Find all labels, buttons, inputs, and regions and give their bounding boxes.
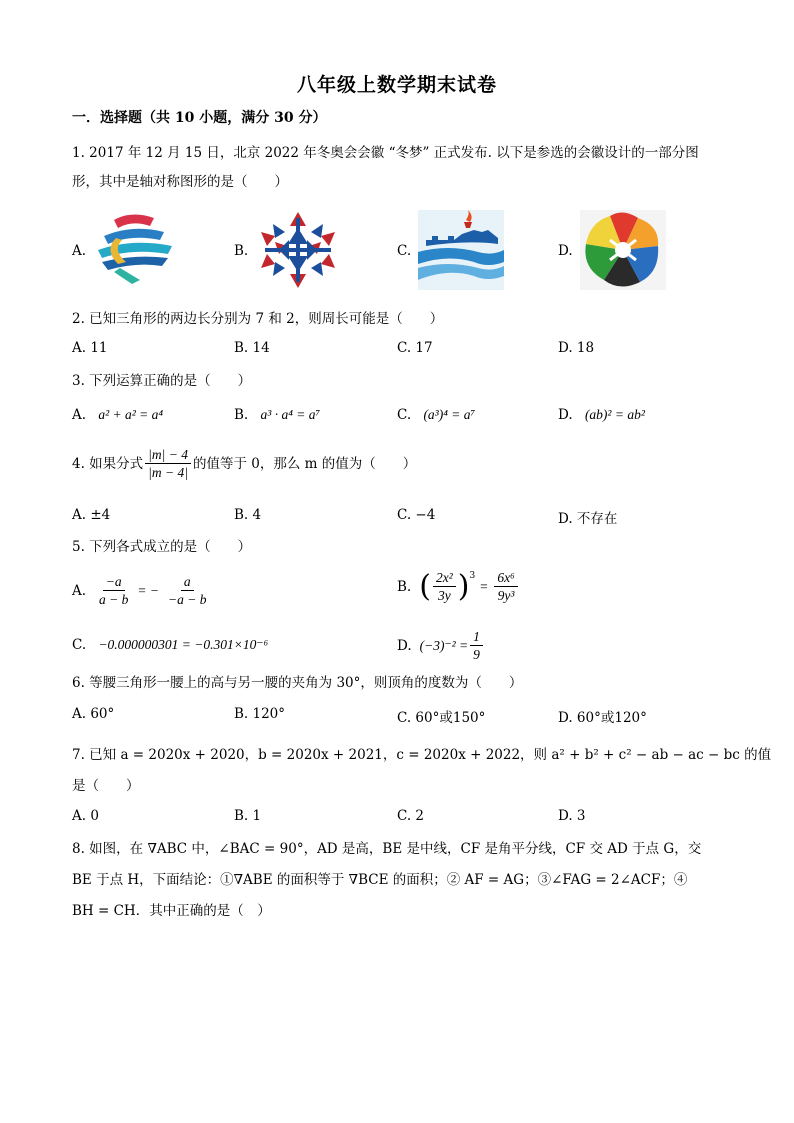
q6-option-a: A. 60°: [72, 706, 115, 722]
q5-option-d-label: D.: [397, 637, 412, 654]
q5-b-right-denominator: 9y³: [497, 588, 515, 603]
question-3-stem: 3. 下列运算正确的是（ ）: [72, 373, 252, 389]
q5-option-a-label: A.: [72, 582, 87, 599]
q5-d-base: (−3)⁻² =: [419, 637, 469, 653]
q5-b-fraction-left: [433, 569, 456, 604]
q4-stem-pre: 4. 如果分式: [72, 455, 144, 472]
q1-option-c-label: C.: [397, 243, 412, 259]
q4-fraction-numerator: |m| − 4: [145, 446, 191, 464]
winter-olympics-ribbon-logo-icon: [92, 210, 178, 290]
q4-fraction: [145, 446, 191, 481]
q5-d-denominator: 9: [473, 647, 480, 662]
q3-option-a-label: A.: [72, 407, 87, 423]
q5-option-b-label: B.: [397, 578, 412, 595]
q5-a-left-numerator: −a: [103, 573, 125, 591]
q5-a-right-numerator: a: [181, 573, 194, 591]
q5-c-expr: −0.000000301 = −0.301×10⁻⁶: [98, 637, 269, 652]
q1-option-b-label: B.: [234, 243, 249, 259]
question-8-line1: 8. 如图，在 ∇ABC 中，∠BAC = 90°，AD 是高，BE 是中线，CF 是角平分线，CF 交 AD 于点 G，交: [72, 841, 702, 857]
q2-option-b: B. 14: [234, 340, 270, 356]
q2-option-c: C. 17: [397, 340, 433, 356]
q5-a-right-denominator: −a − b: [168, 592, 207, 607]
question-5-stem: 5. 下列各式成立的是（ ）: [72, 539, 252, 555]
question-8-line3: BH = CH．其中正确的是（ ）: [72, 903, 271, 919]
q6-option-b: B. 120°: [234, 706, 286, 722]
q5-b-left-denominator: 3y: [437, 588, 451, 603]
q3-option-d-expr: (ab)² = ab²: [584, 407, 645, 422]
question-7-line2: 是（ ）: [72, 778, 140, 794]
section-heading: 一．选择题（共 10 小题，满分 30 分）: [72, 110, 327, 126]
q4-option-b: B. 4: [234, 507, 262, 523]
q5-a-fraction-left: [96, 573, 131, 608]
q5-b-equals: =: [479, 578, 489, 594]
q5-option-d: [397, 628, 485, 663]
q5-b-left-numerator: 2x²: [433, 569, 456, 587]
q4-option-a: A. ±4: [72, 507, 111, 523]
q4-fraction-denominator: |m − 4|: [148, 465, 188, 480]
q3-option-a-expr: a² + a² = a⁴: [98, 407, 164, 422]
q1-option-a-label: A.: [72, 243, 87, 259]
snowflake-triangle-logo-icon: [255, 210, 341, 290]
q2-option-d: D. 18: [558, 340, 595, 356]
q5-b-right-paren: ): [457, 569, 470, 604]
q5-a-equals: = −: [137, 582, 160, 598]
q1-option-d-label: D.: [558, 243, 573, 259]
q7-option-d: D. 3: [558, 808, 586, 824]
q5-option-c: [72, 637, 268, 653]
q6-option-c: C. 60°或150°: [397, 710, 486, 726]
q5-option-a: [72, 573, 212, 608]
q7-option-b: B. 1: [234, 808, 262, 824]
page-title: 八年级上数学期末试卷: [296, 74, 497, 96]
q7-option-a: A. 0: [72, 808, 99, 824]
five-petal-flower-logo-icon: [580, 210, 666, 290]
q5-b-left-paren: (: [419, 569, 431, 604]
q5-option-c-label: C.: [72, 637, 87, 653]
q5-d-fraction: [470, 628, 483, 663]
q5-a-fraction-right: [165, 573, 209, 608]
question-8-line2: BE 于点 H，下面结论：①∇ABE 的面积等于 ∇BCE 的面积；② AF = AG；③∠FAG = 2∠ACF；④: [72, 872, 688, 888]
q5-b-fraction-right: [494, 569, 517, 604]
q5-a-left-denominator: a − b: [99, 592, 129, 607]
q3-option-b: [234, 407, 320, 423]
question-7-line1: 7. 已知 a = 2020x + 2020，b = 2020x + 2021，c = 2020x + 2022，则 a² + b² + c² − ab − ac − bc 的值: [72, 747, 772, 763]
q2-option-a: A. 11: [72, 340, 108, 356]
question-2-stem: 2. 已知三角形的两边长分别为 7 和 2，则周长可能是（ ）: [72, 311, 444, 327]
question-6-stem: 6. 等腰三角形一腰上的高与另一腰的夹角为 30°，则顶角的度数为（ ）: [72, 675, 523, 691]
question-1-line2: 形，其中是轴对称图形的是（ ）: [72, 174, 288, 190]
q5-option-b: [397, 569, 520, 604]
question-4-stem: [72, 446, 416, 481]
q4-stem-post: 的值等于 0，那么 m 的值为（ ）: [192, 455, 417, 472]
q4-option-d: D. 不存在: [558, 511, 618, 527]
q5-b-exponent: 3: [469, 571, 476, 581]
q6-option-d: D. 60°或120°: [558, 710, 647, 726]
q5-b-right-numerator: 6x⁶: [494, 569, 517, 587]
q3-option-b-label: B.: [234, 407, 249, 423]
q3-option-d-label: D.: [558, 407, 573, 423]
q3-option-b-expr: a³ · a⁴ = a⁷: [260, 407, 321, 422]
q5-d-numerator: 1: [470, 628, 483, 646]
q3-option-c: [397, 407, 475, 423]
q3-option-c-expr: (a³)⁴ = a⁷: [423, 407, 476, 422]
q4-option-c: C. −4: [397, 507, 436, 523]
great-wall-wave-logo-icon: [418, 210, 504, 290]
q3-option-a: [72, 407, 163, 423]
q3-option-d: [558, 407, 645, 423]
q7-option-c: C. 2: [397, 808, 425, 824]
q3-option-c-label: C.: [397, 407, 412, 423]
question-1-line1: 1. 2017 年 12 月 15 日，北京 2022 年冬奥会会徽 “冬梦” 正式发布. 以下是参选的会徽设计的一部分图: [72, 145, 699, 161]
